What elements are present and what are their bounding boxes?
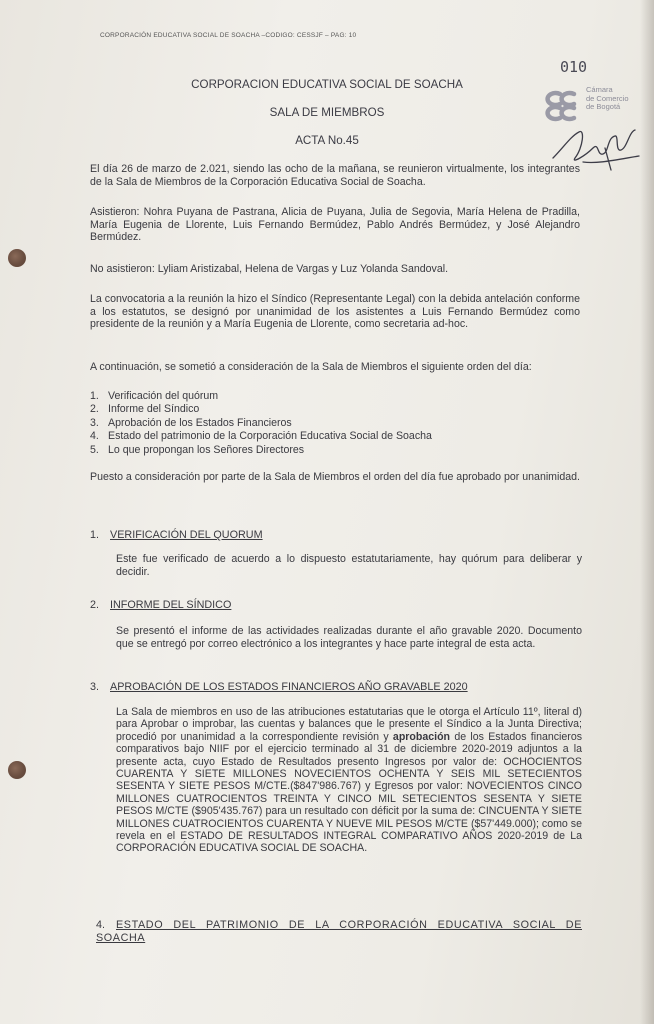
absentees-paragraph: No asistieron: Lyliam Aristizabal, Helena de Vargas y Luz Yolanda Sandoval. xyxy=(90,263,449,275)
section-heading-sindico: 2. INFORME DEL SÍNDICO xyxy=(90,599,232,611)
convocation-paragraph: La convocatoria a la reunión la hizo el Síndico (Representante Legal) con la debida antelación conforme a los estatutos, se designó por unanimidad de los asistentes a Luis Fernando Bermúdez como presidente de la reunión y a María Eugenia de Llorente, como secretaria ad-hoc. xyxy=(90,293,580,331)
agenda-item: 1. Verificación del quórum xyxy=(90,390,219,402)
section-heading-quorum: 1. VERIFICACIÓN DEL QUORUM xyxy=(90,529,263,541)
agenda-item: 5. Lo que propongan los Señores Directores xyxy=(90,443,305,456)
section-heading-patrimonio: 4. ESTADO DEL PATRIMONIO DE LA CORPORACIÓN EDUCATIVA SOCIAL DE SOACHA xyxy=(96,919,582,944)
binder-hole-bottom xyxy=(8,761,26,779)
section-body-sindico: Se presentó el informe de las actividades realizadas durante el año gravable 2020. Documento que se entregó por correo electrónico a los integrantes y hace parte integral de esta acta. xyxy=(116,625,582,650)
body-title: SALA DE MIEMBROS xyxy=(269,106,385,119)
agenda-intro: A continuación, se sometió a consideración de la Sala de Miembros el siguiente orden del día: xyxy=(90,361,532,373)
section-heading-financials: 3. APROBACIÓN DE LOS ESTADOS FINANCIEROS AÑO GRAVABLE 2020 xyxy=(90,681,468,693)
acta-number: ACTA No.45 xyxy=(295,134,359,147)
section-body-quorum: Este fue verificado de acuerdo a lo dispuesto estatutariamente, hay quórum para deliberar y decidir. xyxy=(116,553,582,578)
section-body-financials: La Sala de miembros en uso de las atribuciones estatutarias que le otorga el Artículo 11º, literal d) para Aprobar o improbar, las cuentas y balances que le presente el Síndico a la Junta Directiva; procedió por unanimidad a la correspondiente revisión y aprobación de los Estados financieros comparativos bajo NIIF por el ejercicio terminado al 31 de diciembre 2020-2019 adjuntos a la presente acta, cuyo Estado de Resultados presento Ingresos por valor de: OCHOCIENTOS CUARENTA Y SIETE MILLONES NOVECIENTOS OCHENTA Y SEIS MIL SETECIENTOS SESENTA Y SIETE PESOS M/CTE.($847'986.767) y Egresos por valor: NOVECIENTOS CINCO MILLONES CUATROCIENTOS TREINTA Y CINCO MIL SETECIENTOS SESENTA Y SIETE PESOS M/CTE ($905'435.767) para un resultado con déficit por la suma de: CINCUENTA Y SIETE MILLONES CUATROCIENTOS CUARENTA Y NUEVE MIL PESOS M/CTE ($57'449.000); como se revela en el ESTADO DE RESULTADOS INTEGRAL COMPARATIVO AÑOS 2020-2019 de La CORPORACIÓN EDUCATIVA SOCIAL DE SOACHA. xyxy=(116,706,583,855)
stamp-line-1: Cámara xyxy=(586,85,613,94)
stamp-line-3: de Bogotá xyxy=(586,102,621,111)
agenda-item: 2. Informe del Síndico xyxy=(90,403,200,416)
agenda-approval-paragraph: Puesto a consideración por parte de la Sala de Miembros el orden del día fue aprobado por unanimidad. xyxy=(90,471,580,483)
document-number: 010 xyxy=(560,58,588,76)
running-head: CORPORACIÓN EDUCATIVA SOCIAL DE SOACHA –CODIGO: CESSJF – PAG: 10 xyxy=(100,32,357,39)
org-title: CORPORACION EDUCATIVA SOCIAL DE SOACHA xyxy=(191,78,463,91)
agenda-list xyxy=(90,390,432,457)
attendees-paragraph: Asistieron: Nohra Puyana de Pastrana, Alicia de Puyana, Julia de Segovia, María Helena de Pradilla, María Eugenia de Llorente, Luis Fernando Bermúdez, Pablo Andrés Bermúdez, y José Alejandro Bermúdez. xyxy=(90,206,580,244)
binder-hole-top xyxy=(8,249,26,267)
intro-paragraph: El día 26 de marzo de 2.021, siendo las ocho de la mañana, se reunieron virtualmente, los integrantes de la Sala de Miembros de la Corporación Educativa Social de Soacha. xyxy=(90,163,580,188)
agenda-item: 3. Aprobación de los Estados Financieros xyxy=(90,416,292,429)
agenda-item: 4. Estado del patrimonio de la Corporación Educativa Social de Soacha xyxy=(90,430,432,443)
stamp-line-2: de Comercio xyxy=(586,93,629,103)
